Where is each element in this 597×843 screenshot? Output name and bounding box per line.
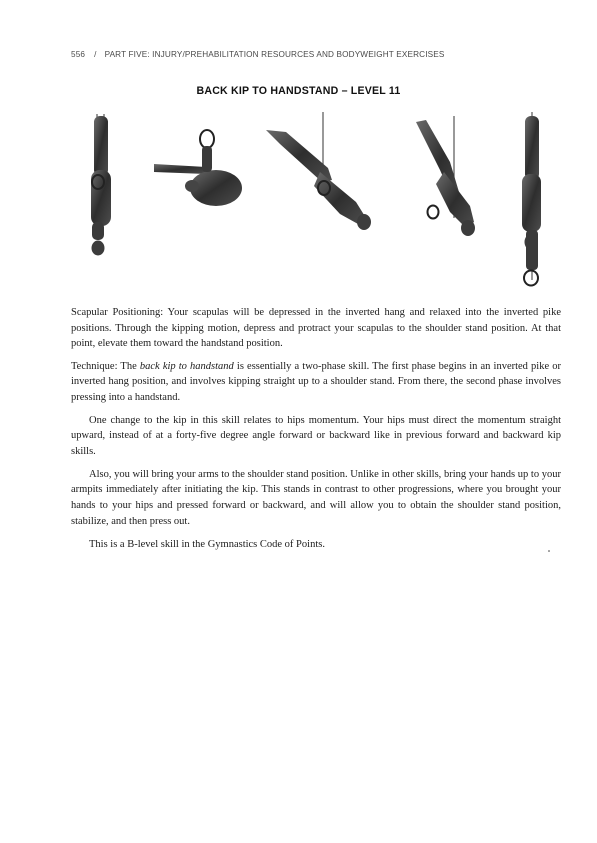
paragraph-technique xyxy=(71,359,561,406)
paragraph-scapular-positioning: Scapular Positioning: Your scapulas will be depressed in the inverted hang and relaxed into the inverted pike positions. Through the kipping motion, depress and protract your scapulas to the shoulder stand position. At that point, elevate them toward the handstand position. xyxy=(71,307,561,350)
figure-shoulder-stand xyxy=(416,116,475,236)
technique-description: is essentially a two-phase skill. The first phase begins in an inverted pike or inverted hang position, and involves kipping straight up to a shoulder stand. From there, the second phase involves pressing into a handstand. xyxy=(71,360,561,403)
figure-inverted-pike xyxy=(154,130,242,206)
body-text xyxy=(71,305,561,560)
skill-sequence-illustration xyxy=(70,110,560,300)
running-title: PART FIVE: INJURY/PREHABILITATION RESOURCES AND BODYWEIGHT EXERCISES xyxy=(104,50,445,59)
figure-kip-extension xyxy=(266,112,371,230)
technique-intro: Technique: The xyxy=(71,360,140,372)
skill-sequence-figure xyxy=(70,110,560,300)
stray-mark xyxy=(548,550,550,552)
paragraph-skill-level: This is a B-level skill in the Gymnastics Code of Points. xyxy=(89,538,325,550)
figure-handstand xyxy=(522,112,541,286)
page-number: 556 xyxy=(71,50,86,59)
section-title: BACK KIP TO HANDSTAND – LEVEL 11 xyxy=(196,85,401,97)
header-separator: / xyxy=(94,50,97,59)
paragraph-arm-position: Also, you will bring your arms to the shoulder stand position. Unlike in other skills, bring your hands up to your armpits immediately after initiating the kip. This stands in contrast to other progressions, where you brought your hands to your hips and pressed forward or backward, and will allow you to obtain the shoulder stand position, stabilize, and then press out. xyxy=(71,468,561,527)
paragraph-hips-momentum: One change to the kip in this skill relates to hips momentum. Your hips must direct the momentum straight upward, instead of at a forty-five degree angle forward or backward like in previous forward and backward kip skills. xyxy=(71,414,561,457)
skill-name-emphasis: back kip to handstand xyxy=(139,360,234,372)
figure-inverted-hang xyxy=(91,114,111,256)
running-head xyxy=(71,50,444,59)
